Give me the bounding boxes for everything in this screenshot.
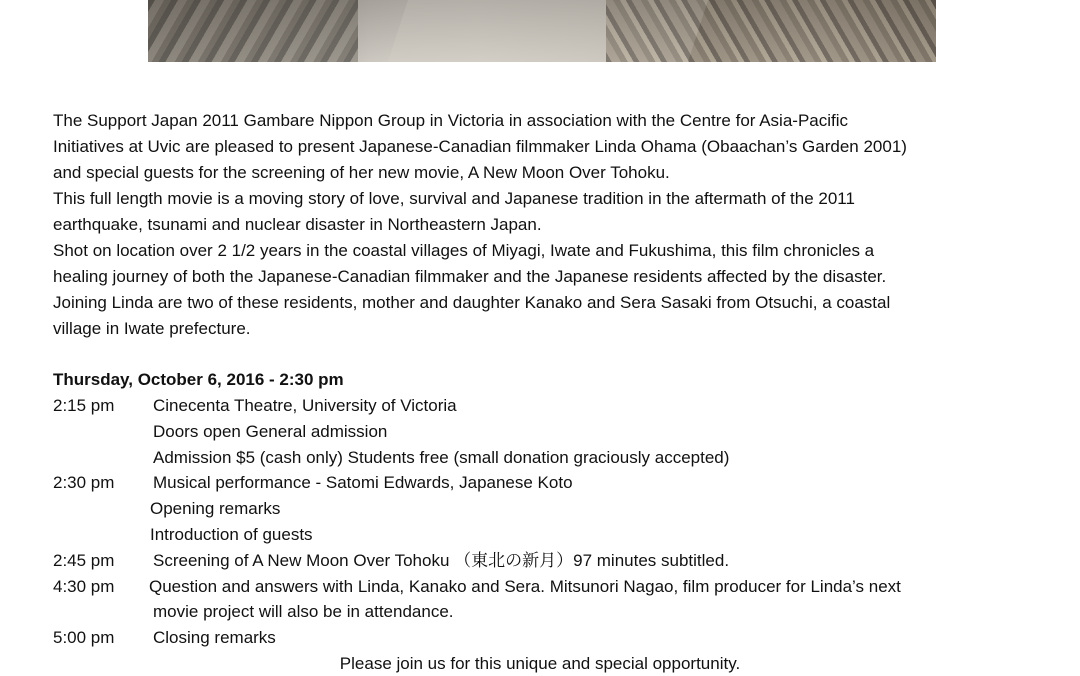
schedule-detail-line: Closing remarks [153, 628, 276, 648]
schedule-details [153, 393, 1053, 470]
schedule-entry [53, 574, 1053, 626]
schedule-detail-line: Doors open General admission [153, 421, 388, 441]
schedule-detail-line: Introduction of guests [150, 524, 313, 544]
schedule-detail-line: Screening of A New Moon Over Tohoku （東北の新月）97 minutes subtitled. [153, 550, 730, 570]
schedule-details [153, 548, 1053, 574]
schedule-time: 4:30 pm [53, 576, 115, 596]
intro-line: healing journey of both the Japanese-Canadian filmmaker and the Japanese residents affected by the disaster. [53, 267, 887, 286]
schedule-time: 2:30 pm [53, 473, 115, 493]
intro-line: and special guests for the screening of her new movie, A New Moon Over Tohoku. [53, 163, 670, 182]
intro-line: Initiatives at Uvic are pleased to present Japanese-Canadian filmmaker Linda Ohama (Obaachan’s Garden 2001) [53, 137, 907, 156]
intro-paragraph [53, 108, 1053, 342]
schedule-details [149, 574, 1053, 626]
schedule-time: 5:00 pm [53, 628, 115, 648]
schedule-list [53, 393, 1053, 651]
schedule-detail-line: Cinecenta Theatre, University of Victoria [153, 396, 457, 415]
intro-line: earthquake, tsunami and nuclear disaster in Northeastern Japan. [53, 215, 542, 234]
schedule-detail-line: Question and answers with Linda, Kanako and Sera. Mitsunori Nagao, film producer for Linda’s next [149, 576, 901, 596]
closing-note: Please join us for this unique and special opportunity. [339, 654, 741, 673]
schedule-title: Thursday, October 6, 2016 - 2:30 pm [53, 370, 344, 389]
photo-shade [148, 0, 936, 62]
schedule-entry [53, 548, 1053, 574]
schedule-detail-line: Admission $5 (cash only) Students free (small donation graciously accepted) [153, 447, 730, 467]
schedule-detail-line: Opening remarks [150, 499, 281, 519]
schedule-entry [53, 625, 1053, 651]
intro-line: This full length movie is a moving story of love, survival and Japanese tradition in the aftermath of the 2011 [53, 189, 855, 208]
schedule-time: 2:15 pm [53, 396, 115, 415]
schedule-time: 2:45 pm [53, 550, 115, 570]
schedule-entry [53, 470, 1053, 547]
intro-line: The Support Japan 2011 Gambare Nippon Group in Victoria in association with the Centre for Asia-Pacific [53, 111, 849, 130]
schedule-entry [53, 393, 1053, 470]
schedule-detail-line: Musical performance - Satomi Edwards, Japanese Koto [153, 473, 573, 493]
schedule-detail-line: movie project will also be in attendance. [153, 602, 454, 622]
header-photo-disaster-scene [148, 0, 936, 62]
schedule-details [150, 470, 1053, 547]
intro-line: Joining Linda are two of these residents, mother and daughter Kanako and Sera Sasaki from Otsuchi, a coastal [53, 293, 891, 312]
intro-line: village in Iwate prefecture. [53, 319, 251, 338]
schedule-details [153, 625, 1053, 651]
intro-line: Shot on location over 2 1/2 years in the coastal villages of Miyagi, Iwate and Fukushima, this film chronicles a [53, 241, 875, 260]
